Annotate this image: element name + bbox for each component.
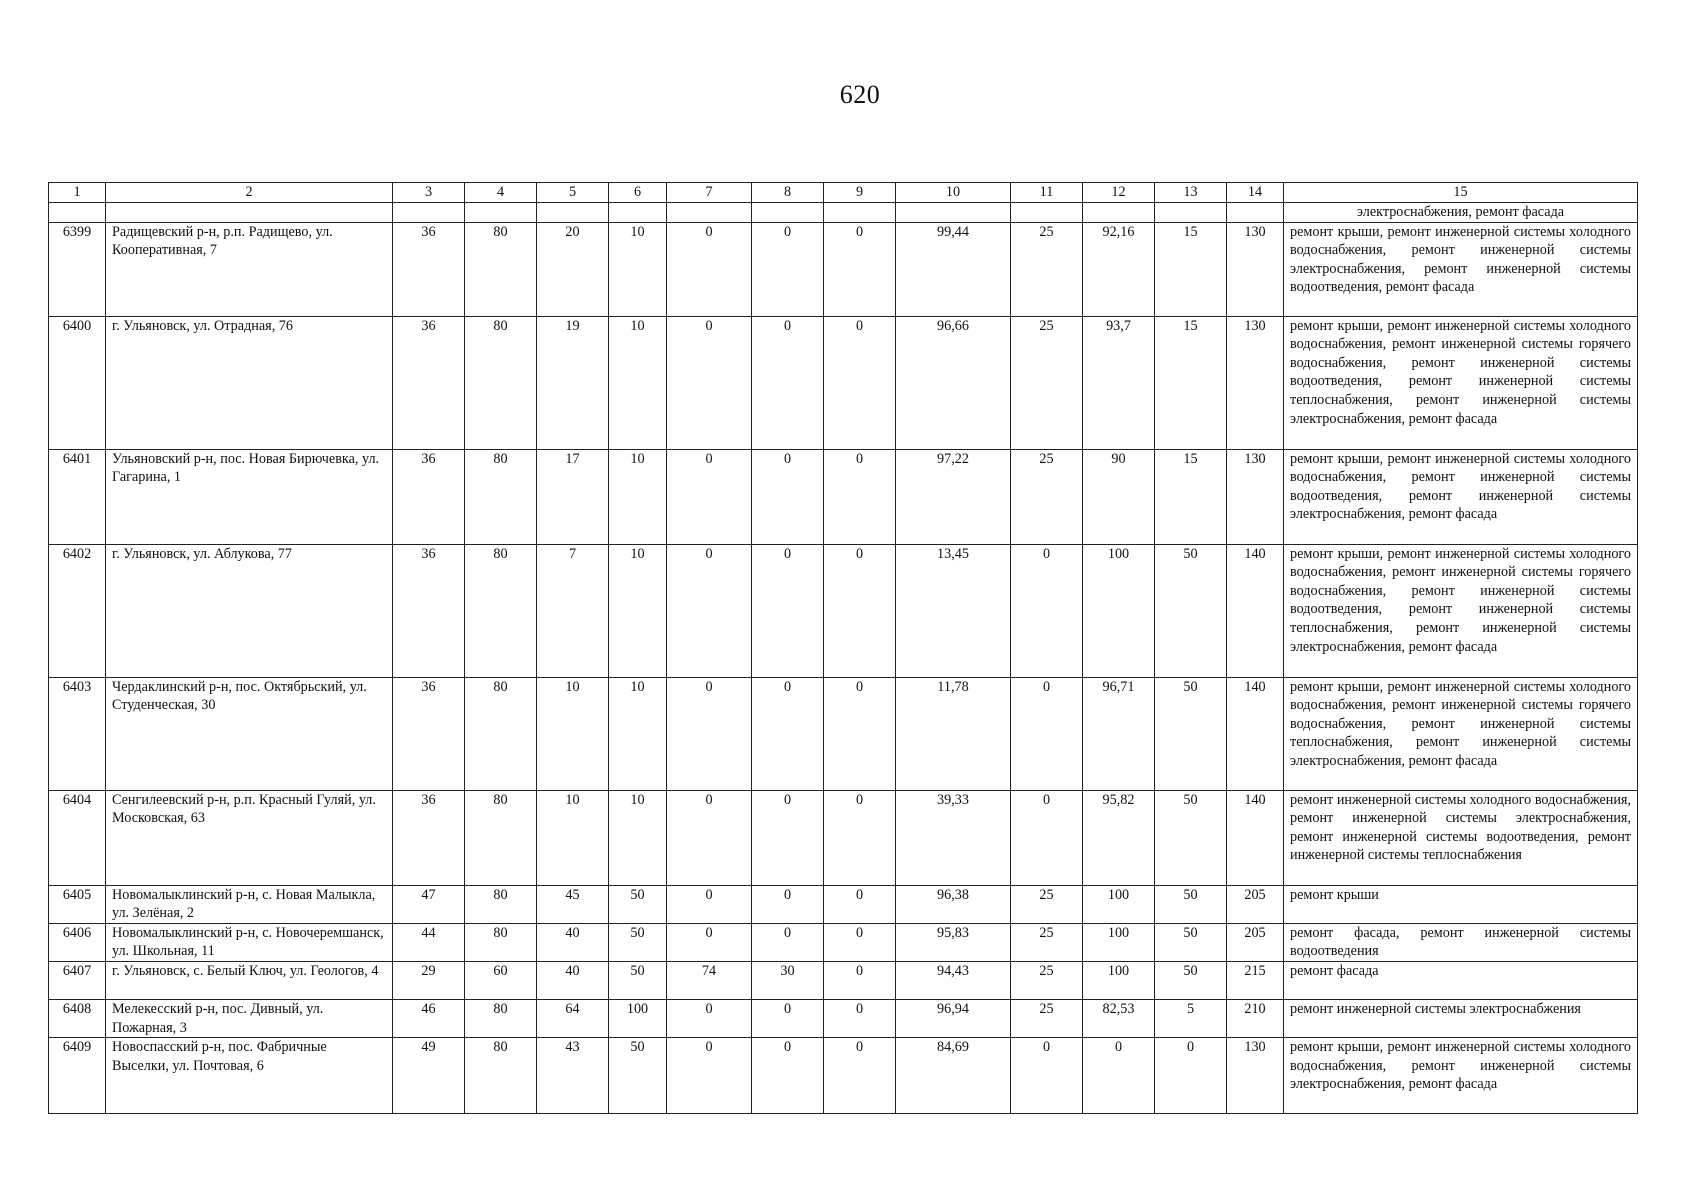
cell-c8: 0 [752, 885, 824, 923]
cell-c12: 96,71 [1083, 677, 1155, 790]
row-id: 6408 [49, 999, 106, 1037]
cell-c4: 80 [465, 790, 537, 885]
cell-c4: 80 [465, 923, 537, 961]
cell-c9: 0 [824, 449, 896, 544]
column-header: 14 [1227, 183, 1284, 203]
table-row [49, 961, 1638, 999]
cell-c8: 0 [752, 316, 824, 449]
cell-c7: 0 [667, 923, 752, 961]
cell-c9: 0 [824, 999, 896, 1037]
cell-c9: 0 [824, 790, 896, 885]
cell-c7: 0 [667, 677, 752, 790]
cell-c11: 25 [1011, 222, 1083, 316]
cell-c3: 36 [393, 790, 465, 885]
table-row [49, 544, 1638, 677]
cell-c14: 205 [1227, 923, 1284, 961]
cell-c10: 11,78 [896, 677, 1011, 790]
cell-c8: 0 [752, 923, 824, 961]
row-works: ремонт крыши [1284, 885, 1638, 923]
cell-c11: 25 [1011, 449, 1083, 544]
cell-c4: 80 [465, 1038, 537, 1114]
cell-c6: 50 [609, 961, 667, 999]
page-number: 620 [839, 80, 881, 109]
table-row [49, 999, 1638, 1037]
row-works: ремонт крыши, ремонт инженерной системы холодного водоснабжения, ремонт инженерной системы водоотведения, ремонт инженерной системы электроснабжения, ремонт фасада [1284, 449, 1638, 544]
cell-c6: 10 [609, 544, 667, 677]
cell-c5: 7 [537, 544, 609, 677]
cell-c12: 0 [1083, 1038, 1155, 1114]
cell-c11: 25 [1011, 999, 1083, 1037]
cell-c12: 100 [1083, 961, 1155, 999]
cell-c4: 60 [465, 961, 537, 999]
row-works: ремонт фасада [1284, 961, 1638, 999]
row-address: Радищевский р-н, р.п. Радищево, ул. Кооперативная, 7 [106, 222, 393, 316]
row-id: 6409 [49, 1038, 106, 1114]
cell-c4: 80 [465, 885, 537, 923]
continuation-row [49, 203, 1638, 223]
cell-c13: 50 [1155, 544, 1227, 677]
row-address: Мелекесский р-н, пос. Дивный, ул. Пожарная, 3 [106, 999, 393, 1037]
cell-c10: 84,69 [896, 1038, 1011, 1114]
cell-c10: 96,38 [896, 885, 1011, 923]
row-id: 6400 [49, 316, 106, 449]
cell-c14: 140 [1227, 790, 1284, 885]
row-id: 6403 [49, 677, 106, 790]
cell-c7: 0 [667, 999, 752, 1037]
cell-c14: 130 [1227, 449, 1284, 544]
cell-c6: 50 [609, 923, 667, 961]
cell-c12: 100 [1083, 885, 1155, 923]
cell-c9: 0 [824, 544, 896, 677]
cell-c4: 80 [465, 677, 537, 790]
cell-c12: 93,7 [1083, 316, 1155, 449]
cell-c13: 15 [1155, 449, 1227, 544]
cell-c13: 15 [1155, 222, 1227, 316]
row-works: ремонт фасада, ремонт инженерной системы водоотведения [1284, 923, 1638, 961]
cell-c12: 100 [1083, 544, 1155, 677]
cell-c5: 43 [537, 1038, 609, 1114]
row-id: 6402 [49, 544, 106, 677]
cell-c5: 17 [537, 449, 609, 544]
cell-c8: 0 [752, 544, 824, 677]
table-row [49, 790, 1638, 885]
cell-c6: 10 [609, 677, 667, 790]
cell-c10: 95,83 [896, 923, 1011, 961]
cell-c13: 50 [1155, 885, 1227, 923]
cell-c6: 10 [609, 222, 667, 316]
cell-c6: 10 [609, 449, 667, 544]
cell-c5: 19 [537, 316, 609, 449]
table-row [49, 1038, 1638, 1114]
column-header: 2 [106, 183, 393, 203]
cell-c3: 36 [393, 449, 465, 544]
row-address: Новомалыклинский р-н, с. Новая Малыкла, ул. Зелёная, 2 [106, 885, 393, 923]
cell-c14: 210 [1227, 999, 1284, 1037]
column-header: 5 [537, 183, 609, 203]
cell-c13: 50 [1155, 677, 1227, 790]
cell-c14: 215 [1227, 961, 1284, 999]
column-header: 1 [49, 183, 106, 203]
cell-c6: 100 [609, 999, 667, 1037]
row-works: ремонт крыши, ремонт инженерной системы холодного водоснабжения, ремонт инженерной системы электроснабжения, ремонт фасада [1284, 1038, 1638, 1114]
cell-c10: 96,94 [896, 999, 1011, 1037]
cell-c3: 36 [393, 316, 465, 449]
column-number-header [49, 183, 1638, 203]
column-header: 6 [609, 183, 667, 203]
cell-c14: 130 [1227, 222, 1284, 316]
row-id: 6399 [49, 222, 106, 316]
cell-c9: 0 [824, 222, 896, 316]
cell-c3: 46 [393, 999, 465, 1037]
cell-c13: 50 [1155, 923, 1227, 961]
column-header: 7 [667, 183, 752, 203]
cell-c4: 80 [465, 222, 537, 316]
cell-c5: 64 [537, 999, 609, 1037]
cell-c9: 0 [824, 677, 896, 790]
cell-c3: 36 [393, 544, 465, 677]
cell-c14: 130 [1227, 316, 1284, 449]
cell-c8: 0 [752, 677, 824, 790]
cell-c11: 25 [1011, 316, 1083, 449]
cell-c6: 10 [609, 316, 667, 449]
cell-c6: 50 [609, 885, 667, 923]
cell-c11: 0 [1011, 790, 1083, 885]
cell-c14: 140 [1227, 544, 1284, 677]
cell-c4: 80 [465, 316, 537, 449]
cell-c10: 99,44 [896, 222, 1011, 316]
row-address: Новомалыклинский р-н, с. Новочеремшанск, ул. Школьная, 11 [106, 923, 393, 961]
row-address: г. Ульяновск, с. Белый Ключ, ул. Геологов, 4 [106, 961, 393, 999]
cell-c7: 0 [667, 544, 752, 677]
cell-c9: 0 [824, 1038, 896, 1114]
cell-c7: 74 [667, 961, 752, 999]
cell-c7: 0 [667, 222, 752, 316]
cell-c8: 0 [752, 449, 824, 544]
cell-c11: 0 [1011, 1038, 1083, 1114]
column-header: 12 [1083, 183, 1155, 203]
row-works: ремонт инженерной системы электроснабжения [1284, 999, 1638, 1037]
cell-c3: 47 [393, 885, 465, 923]
column-header: 8 [752, 183, 824, 203]
cell-c10: 13,45 [896, 544, 1011, 677]
cell-c8: 0 [752, 999, 824, 1037]
row-id: 6401 [49, 449, 106, 544]
cell-c8: 0 [752, 1038, 824, 1114]
cell-c3: 44 [393, 923, 465, 961]
cell-c12: 90 [1083, 449, 1155, 544]
row-address: Новоспасский р-н, пос. Фабричные Выселки, ул. Почтовая, 6 [106, 1038, 393, 1114]
column-header: 3 [393, 183, 465, 203]
cell-c10: 97,22 [896, 449, 1011, 544]
table-row [49, 923, 1638, 961]
table-row [49, 449, 1638, 544]
cell-c13: 50 [1155, 790, 1227, 885]
repair-registry-table [48, 182, 1638, 1114]
cell-c7: 0 [667, 1038, 752, 1114]
cell-c5: 40 [537, 923, 609, 961]
cell-c9: 0 [824, 885, 896, 923]
cell-c3: 29 [393, 961, 465, 999]
row-works: ремонт крыши, ремонт инженерной системы холодного водоснабжения, ремонт инженерной системы горячего водоснабжения, ремонт инженерной системы водоотведения, ремонт инженерной системы теплоснабжения, ремонт инженерной системы электроснабжения, ремонт фасада [1284, 316, 1638, 449]
column-header: 11 [1011, 183, 1083, 203]
cell-c11: 25 [1011, 885, 1083, 923]
row-id: 6405 [49, 885, 106, 923]
cell-c12: 95,82 [1083, 790, 1155, 885]
cell-c12: 82,53 [1083, 999, 1155, 1037]
table-row [49, 885, 1638, 923]
cell-c7: 0 [667, 885, 752, 923]
column-header: 4 [465, 183, 537, 203]
cell-c5: 10 [537, 790, 609, 885]
cell-c7: 0 [667, 316, 752, 449]
cell-c13: 0 [1155, 1038, 1227, 1114]
table-row [49, 677, 1638, 790]
cell-c14: 140 [1227, 677, 1284, 790]
cell-c7: 0 [667, 449, 752, 544]
cell-c3: 49 [393, 1038, 465, 1114]
cell-c5: 45 [537, 885, 609, 923]
cell-c9: 0 [824, 961, 896, 999]
cell-c6: 50 [609, 1038, 667, 1114]
cell-c10: 94,43 [896, 961, 1011, 999]
cell-c11: 0 [1011, 544, 1083, 677]
continuation-text: электроснабжения, ремонт фасада [1284, 203, 1638, 223]
column-header: 10 [896, 183, 1011, 203]
cell-c13: 5 [1155, 999, 1227, 1037]
cell-c12: 92,16 [1083, 222, 1155, 316]
header-row [49, 183, 1638, 203]
row-address: Чердаклинский р-н, пос. Октябрьский, ул. Студенческая, 30 [106, 677, 393, 790]
cell-c4: 80 [465, 449, 537, 544]
row-works: ремонт инженерной системы холодного водоснабжения, ремонт инженерной системы электроснабжения, ремонт инженерной системы водоотведения, ремонт инженерной системы теплоснабжения [1284, 790, 1638, 885]
cell-c11: 25 [1011, 923, 1083, 961]
row-address: Сенгилеевский р-н, р.п. Красный Гуляй, ул. Московская, 63 [106, 790, 393, 885]
table-row [49, 222, 1638, 316]
row-id: 6406 [49, 923, 106, 961]
cell-c4: 80 [465, 999, 537, 1037]
cell-c10: 96,66 [896, 316, 1011, 449]
cell-c5: 20 [537, 222, 609, 316]
cell-c9: 0 [824, 923, 896, 961]
cell-c14: 205 [1227, 885, 1284, 923]
row-address: Ульяновский р-н, пос. Новая Бирючевка, ул. Гагарина, 1 [106, 449, 393, 544]
row-works: ремонт крыши, ремонт инженерной системы холодного водоснабжения, ремонт инженерной системы электроснабжения, ремонт инженерной системы водоотведения, ремонт фасада [1284, 222, 1638, 316]
column-header: 13 [1155, 183, 1227, 203]
row-works: ремонт крыши, ремонт инженерной системы холодного водоснабжения, ремонт инженерной системы горячего водоснабжения, ремонт инженерной системы водоотведения, ремонт инженерной системы теплоснабжения, ремонт инженерной системы электроснабжения, ремонт фасада [1284, 544, 1638, 677]
cell-c10: 39,33 [896, 790, 1011, 885]
cell-c13: 50 [1155, 961, 1227, 999]
cell-c8: 30 [752, 961, 824, 999]
cell-c3: 36 [393, 677, 465, 790]
cell-c4: 80 [465, 544, 537, 677]
row-id: 6404 [49, 790, 106, 885]
cell-c7: 0 [667, 790, 752, 885]
row-id: 6407 [49, 961, 106, 999]
row-address: г. Ульяновск, ул. Аблукова, 77 [106, 544, 393, 677]
cell-c13: 15 [1155, 316, 1227, 449]
cell-c8: 0 [752, 222, 824, 316]
column-header: 15 [1284, 183, 1638, 203]
cell-c11: 25 [1011, 961, 1083, 999]
cell-c8: 0 [752, 790, 824, 885]
row-address: г. Ульяновск, ул. Отрадная, 76 [106, 316, 393, 449]
column-header: 9 [824, 183, 896, 203]
cell-c3: 36 [393, 222, 465, 316]
row-works: ремонт крыши, ремонт инженерной системы холодного водоснабжения, ремонт инженерной системы горячего водоснабжения, ремонт инженерной системы теплоснабжения, ремонт инженерной системы электроснабжения, ремонт фасада [1284, 677, 1638, 790]
cell-c11: 0 [1011, 677, 1083, 790]
table-row [49, 316, 1638, 449]
cell-c14: 130 [1227, 1038, 1284, 1114]
cell-c5: 10 [537, 677, 609, 790]
cell-c6: 10 [609, 790, 667, 885]
cell-c5: 40 [537, 961, 609, 999]
cell-c12: 100 [1083, 923, 1155, 961]
cell-c9: 0 [824, 316, 896, 449]
